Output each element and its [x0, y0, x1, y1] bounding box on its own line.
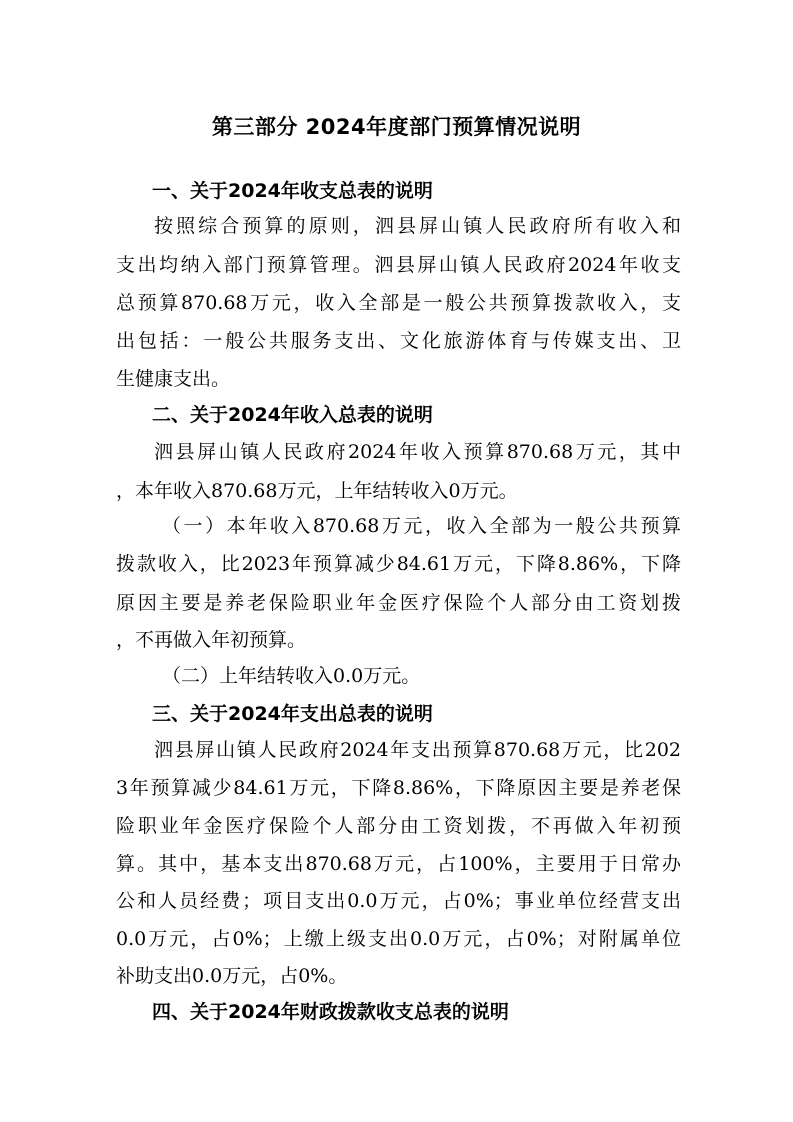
- section-heading-2: 二、关于2024年收入总表的说明: [152, 404, 433, 426]
- paragraph-line: 原因主要是养老保险职业年金医疗保险个人部分由工资划拨: [116, 592, 681, 614]
- paragraph-line: 拨款收入，比2023年预算减少84.61万元，下降8.86%，下降: [116, 553, 681, 575]
- paragraph-line: 泗县屏山镇人民政府2024年支出预算870.68万元，比202: [154, 739, 681, 761]
- paragraph-line: 算。其中，基本支出870.68万元，占100%，主要用于日常办: [116, 853, 681, 875]
- paragraph-line: 3年预算减少84.61万元，下降8.86%，下降原因主要是养老保: [116, 777, 681, 799]
- paragraph-line: 补助支出0.0万元，占0%。: [116, 965, 348, 987]
- paragraph-line: （二）上年结转收入0.0万元。: [162, 665, 421, 687]
- paragraph-line: ，不再做入年初预算。: [116, 629, 307, 651]
- page-title: 第三部分 2024年度部门预算情况说明: [211, 115, 582, 139]
- paragraph-line: 生健康支出。: [116, 368, 231, 390]
- paragraph-line: 出包括：一般公共服务支出、文化旅游体育与传媒支出、卫: [116, 330, 681, 352]
- paragraph-line: 总预算870.68万元，收入全部是一般公共预算拨款收入，支: [116, 292, 681, 314]
- paragraph-line: 公和人员经费；项目支出0.0万元，占0%；事业单位经营支出: [116, 890, 681, 912]
- paragraph-line: 泗县屏山镇人民政府2024年收入预算870.68万元，其中: [154, 441, 681, 463]
- paragraph-line: 0.0万元，占0%；上缴上级支出0.0万元，占0%；对附属单位: [116, 928, 681, 950]
- section-heading-1: 一、关于2024年收支总表的说明: [152, 180, 433, 202]
- paragraph-line: 按照综合预算的原则，泗县屏山镇人民政府所有收入和: [154, 215, 681, 237]
- paragraph-line: （一）本年收入870.68万元，收入全部为一般公共预算: [162, 515, 681, 537]
- paragraph-line: ，本年收入870.68万元，上年结转收入0万元。: [116, 480, 518, 502]
- paragraph-line: 险职业年金医疗保险个人部分由工资划拨，不再做入年初预: [116, 815, 681, 837]
- section-heading-3: 三、关于2024年支出总表的说明: [152, 703, 433, 725]
- section-heading-4: 四、关于2024年财政拨款收支总表的说明: [152, 1001, 509, 1023]
- paragraph-line: 支出均纳入部门预算管理。泗县屏山镇人民政府2024年收支: [116, 254, 681, 276]
